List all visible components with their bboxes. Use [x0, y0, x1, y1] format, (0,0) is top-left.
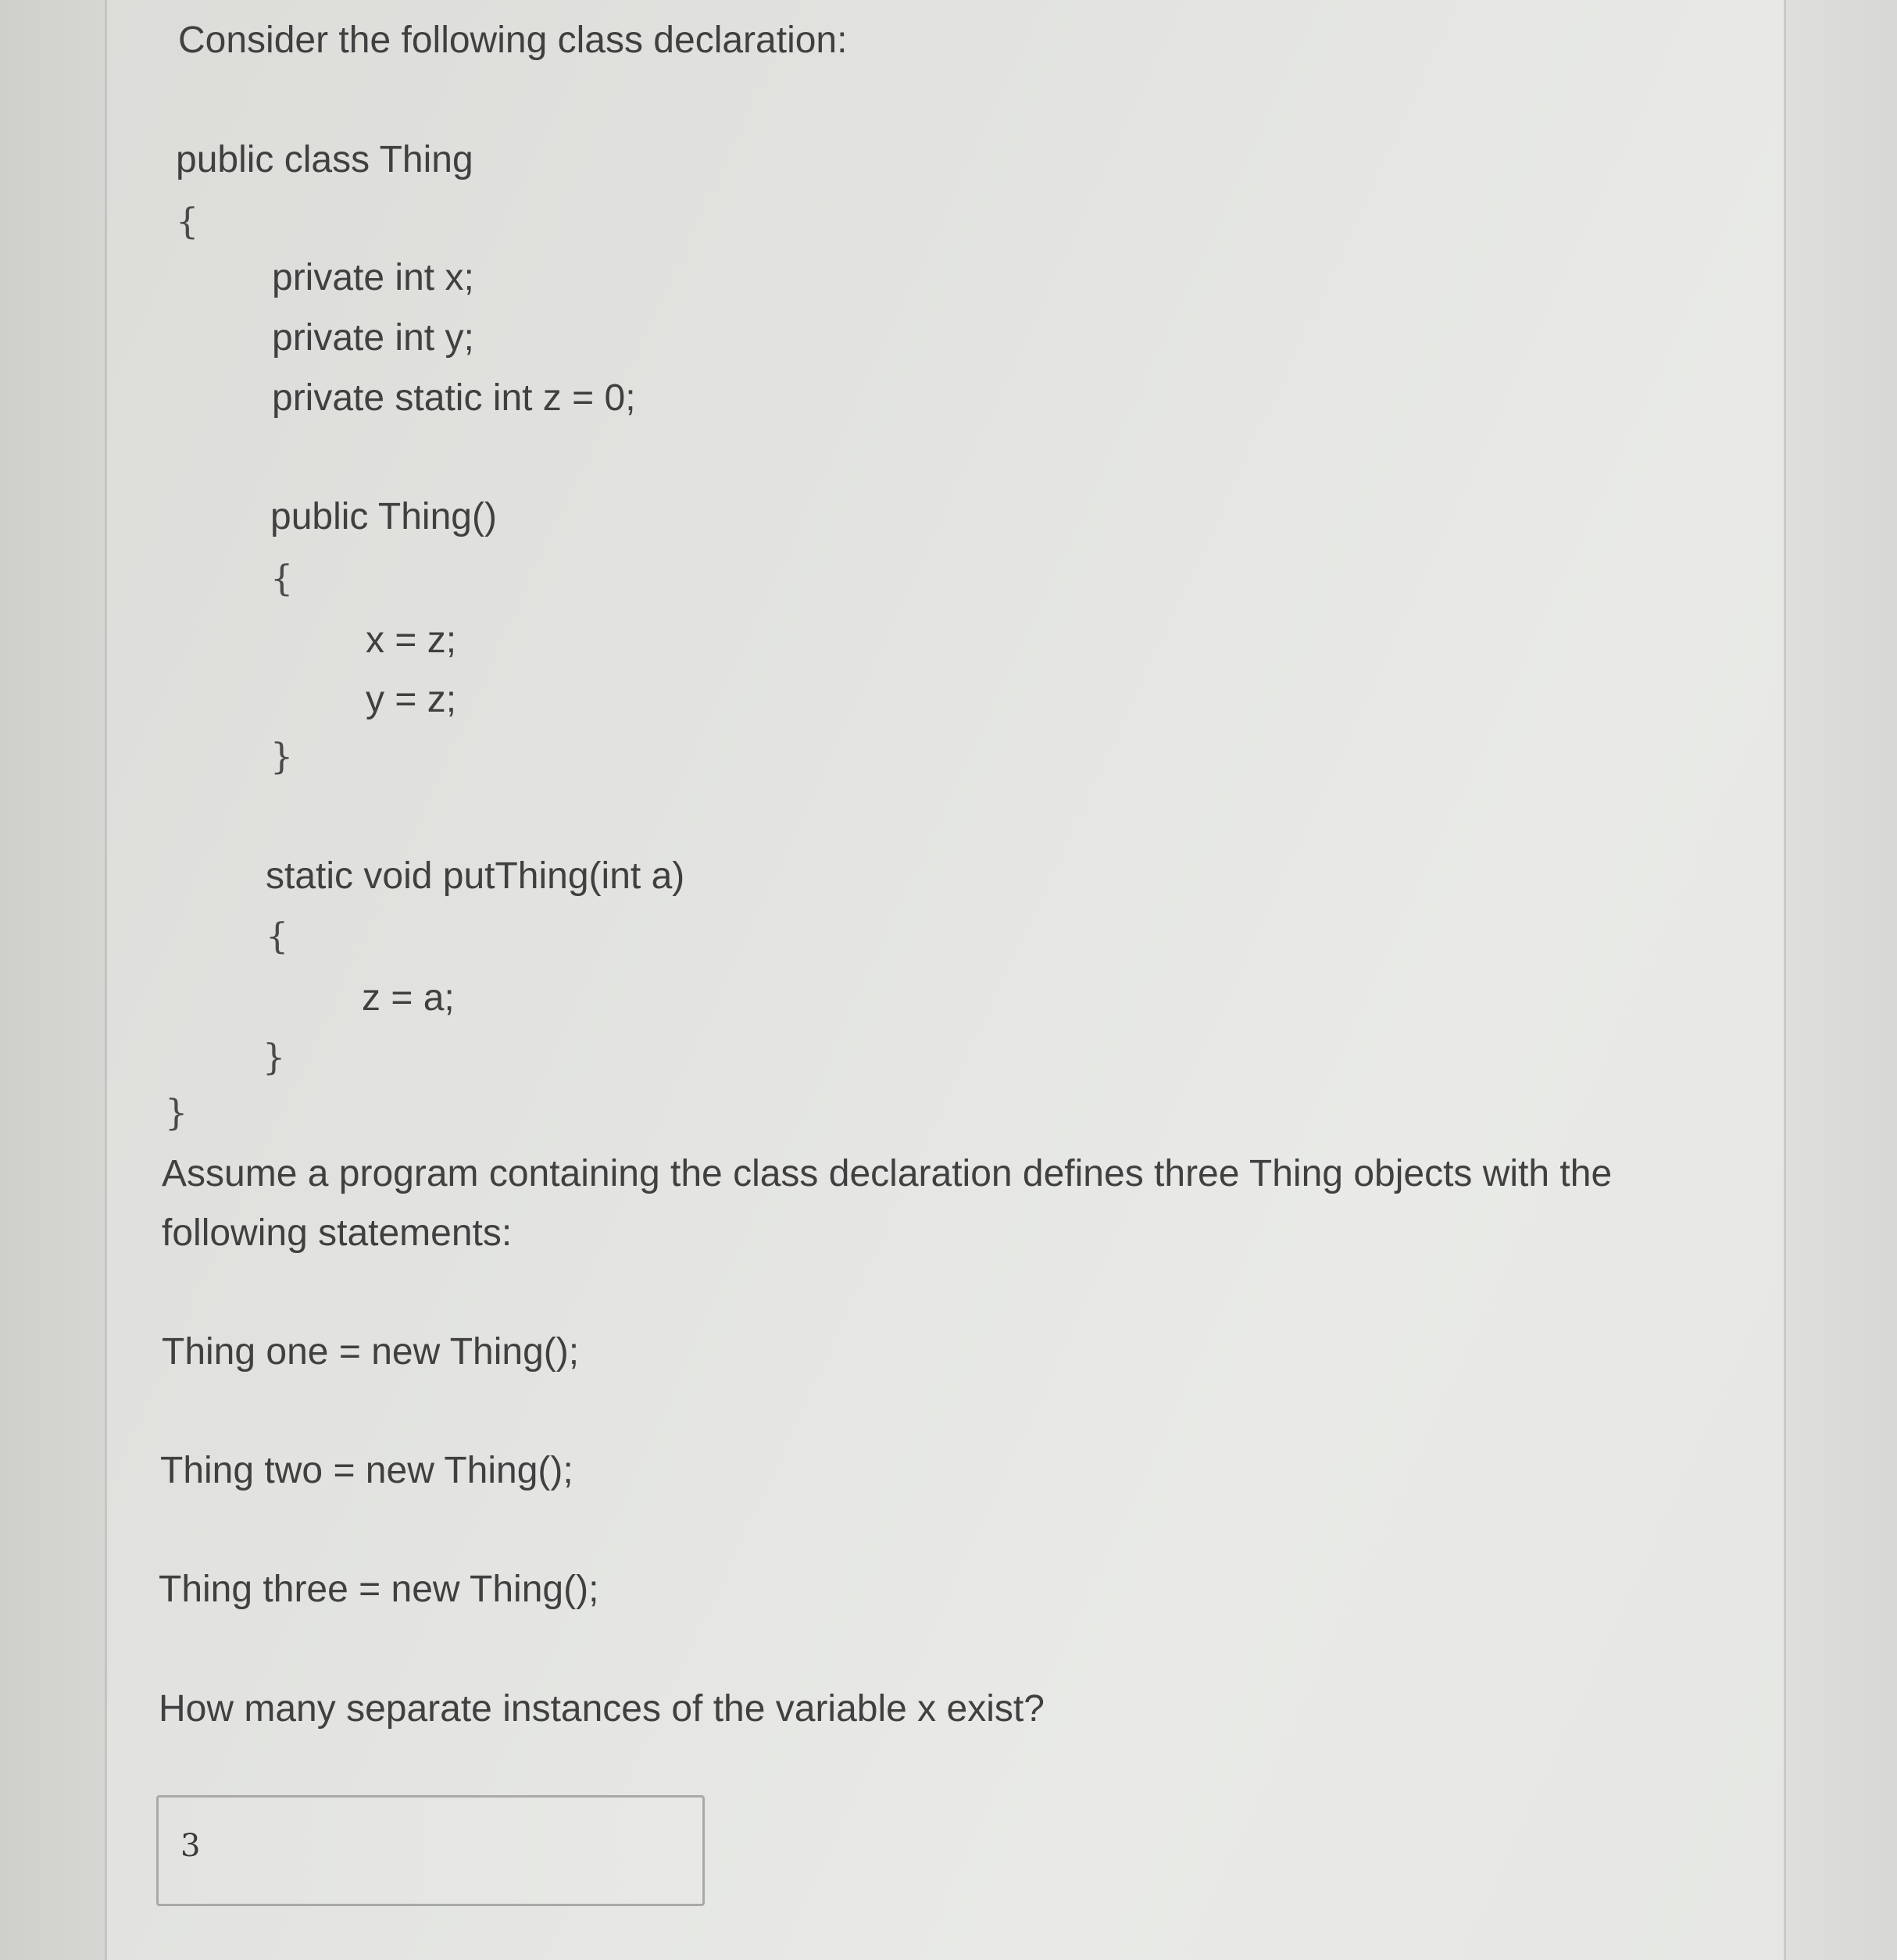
background-left-strip [0, 0, 105, 1960]
statement-three: Thing three = new Thing(); [159, 1569, 599, 1610]
method-close-brace: } [263, 1036, 286, 1078]
class-close-brace: } [165, 1091, 188, 1134]
method-header: static void putThing(int a) [266, 855, 685, 897]
constructor-close-brace: } [270, 735, 294, 777]
constructor-header: public Thing() [270, 496, 497, 537]
answer-value: 3 [180, 1828, 201, 1864]
class-header: public class Thing [176, 139, 473, 180]
method-open-brace: { [266, 915, 289, 957]
method-statement: z = a; [362, 977, 455, 1019]
answer-field[interactable] [156, 1795, 705, 1906]
field-z: private static int z = 0; [272, 377, 636, 419]
assumption-text-line-1: Assume a program containing the class declaration defines three Thing objects with the [162, 1153, 1613, 1194]
assumption-text-line-2: following statements: [162, 1212, 513, 1254]
statement-two: Thing two = new Thing(); [160, 1450, 573, 1491]
constructor-statement-x: x = z; [366, 619, 457, 661]
constructor-open-brace: { [270, 557, 294, 599]
statement-one: Thing one = new Thing(); [162, 1331, 580, 1373]
question-intro: Consider the following class declaration: [178, 20, 848, 61]
field-x: private int x; [272, 257, 474, 298]
question-panel [105, 0, 1786, 1960]
background-right-strip [1786, 0, 1897, 1960]
field-y: private int y; [272, 317, 474, 359]
class-open-brace: { [176, 200, 199, 242]
question-prompt: How many separate instances of the variable x exist? [159, 1688, 1045, 1730]
constructor-statement-y: y = z; [366, 679, 457, 720]
